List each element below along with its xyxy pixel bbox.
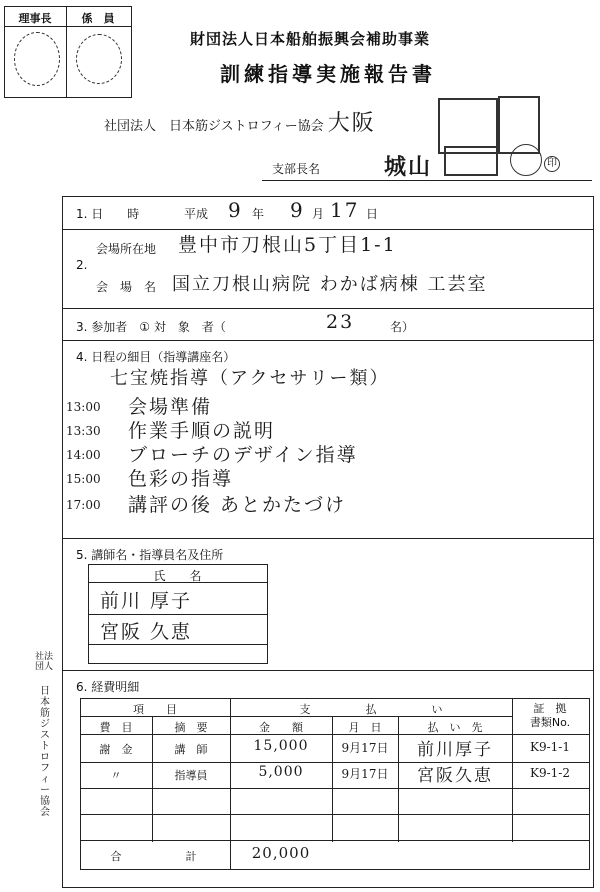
total-label: 合	[110, 850, 122, 863]
summary-header: 摘 要	[174, 721, 208, 734]
participant-unit: 名）	[390, 320, 415, 334]
total-amount: 20,000	[251, 844, 311, 862]
side-org: 日本筋ジストロフィー協会	[40, 686, 50, 818]
schedule-time: 13:00	[66, 400, 101, 414]
instructor-name: 前川 厚子	[100, 590, 193, 612]
divider-3	[62, 340, 593, 341]
branch-leader-label: 支部長名	[272, 162, 321, 176]
total-label-2: 計	[185, 850, 197, 863]
instructor-name: 宮阪 久恵	[100, 621, 193, 643]
venue-value: 国立刀根山病院 わかば病棟 工芸室	[172, 274, 488, 295]
address-value: 豊中市刀根山5丁目1-1	[178, 234, 397, 256]
divider-4	[62, 538, 593, 539]
approval-divider	[4, 26, 131, 27]
section1-label: 1. 日 時	[76, 207, 140, 221]
section1-year-unit: 年	[252, 207, 265, 221]
leader-seal-char: 印	[544, 156, 560, 172]
amount-header: 金 額	[259, 721, 303, 734]
date-header: 月 日	[348, 721, 382, 734]
divider-2	[62, 308, 593, 309]
row-voucher: K9-1-1	[530, 740, 570, 754]
instructor-row-line	[88, 614, 267, 615]
participant-count: 23	[326, 311, 355, 333]
instructor-row-line	[88, 644, 267, 645]
branch-leader-name: 城山	[384, 154, 433, 180]
divider-5	[62, 670, 593, 671]
row-date: 9月17日	[341, 767, 389, 781]
org-branch-handwritten: 大阪	[327, 111, 376, 136]
row-expense: 謝 金	[99, 743, 133, 756]
organization-name	[104, 106, 376, 137]
side-prefix-text: 社法団人	[34, 652, 53, 672]
section3-label: 3. 参加者 ① 対 象 者（	[76, 320, 226, 334]
schedule-item: 作業手順の説明	[128, 420, 276, 442]
course-name: 七宝焼指導（アクセサリー類）	[110, 368, 390, 389]
row-summary: 指導員	[174, 769, 208, 782]
schedule-item: 会場準備	[128, 396, 213, 418]
section1-era: 平成	[184, 207, 209, 221]
row-summary: 講 師	[174, 743, 208, 756]
side-prefix	[34, 652, 54, 672]
item-header: 項 目	[133, 703, 177, 716]
section1-day-unit: 日	[366, 207, 379, 221]
schedule-item: 色彩の指導	[128, 468, 234, 490]
row-amount: 15,000	[253, 738, 309, 754]
leader-square-stamp	[444, 146, 498, 176]
org-prefix: 社団法人 日本筋ジストロフィー協会	[104, 119, 324, 134]
section1-month-unit: 月	[312, 207, 325, 221]
venue-label: 会 場 名	[96, 280, 157, 294]
schedule-time: 15:00	[66, 472, 101, 486]
schedule-time: 14:00	[66, 448, 101, 462]
payee-header: 払 い 先	[427, 721, 483, 734]
leader-underline	[262, 180, 592, 181]
chief-seal	[14, 32, 60, 86]
schedule-item: 講評の後 あとかたづけ	[128, 494, 347, 516]
row-amount: 5,000	[258, 764, 304, 780]
voucher-header-2: 書類No.	[529, 716, 571, 729]
section2-number: 2.	[76, 258, 88, 272]
row-voucher: K9-1-2	[530, 766, 570, 780]
schedule-time: 17:00	[66, 498, 101, 512]
document-title: 訓練指導実施報告書	[220, 62, 436, 86]
row-payee: 前川厚子	[417, 740, 493, 760]
schedule-item: ブローチのデザイン指導	[128, 444, 358, 466]
expense-header: 費 目	[99, 721, 133, 734]
address-label: 会場所在地	[96, 242, 157, 256]
instructor-name-header: 氏 名	[153, 569, 202, 583]
voucher-header-1: 証 拠	[533, 702, 567, 715]
row-date: 9月17日	[341, 741, 389, 755]
section5-label: 5. 講師名・指導員名及住所	[76, 548, 224, 562]
section1-year: 9	[228, 198, 243, 222]
document-subtitle: 財団法人日本船舶振興会補助事業	[190, 30, 431, 48]
section6-label: 6. 経費明細	[76, 680, 140, 694]
staff-seal	[76, 34, 122, 84]
schedule-time: 13:30	[66, 424, 101, 438]
section1-month: 9	[290, 198, 305, 222]
row-expense: 〃	[110, 769, 122, 782]
section4-label: 4. 日程の細目（指導講座名）	[76, 350, 236, 364]
leader-round-seal	[510, 144, 542, 176]
payment-header: 支 払 い	[299, 703, 443, 716]
row-payee: 宮阪久恵	[417, 766, 493, 786]
voucher-header	[512, 702, 588, 730]
chief-label: 理事長	[18, 12, 52, 25]
staff-label: 係 員	[81, 12, 115, 25]
section1-day: 17	[330, 198, 360, 222]
